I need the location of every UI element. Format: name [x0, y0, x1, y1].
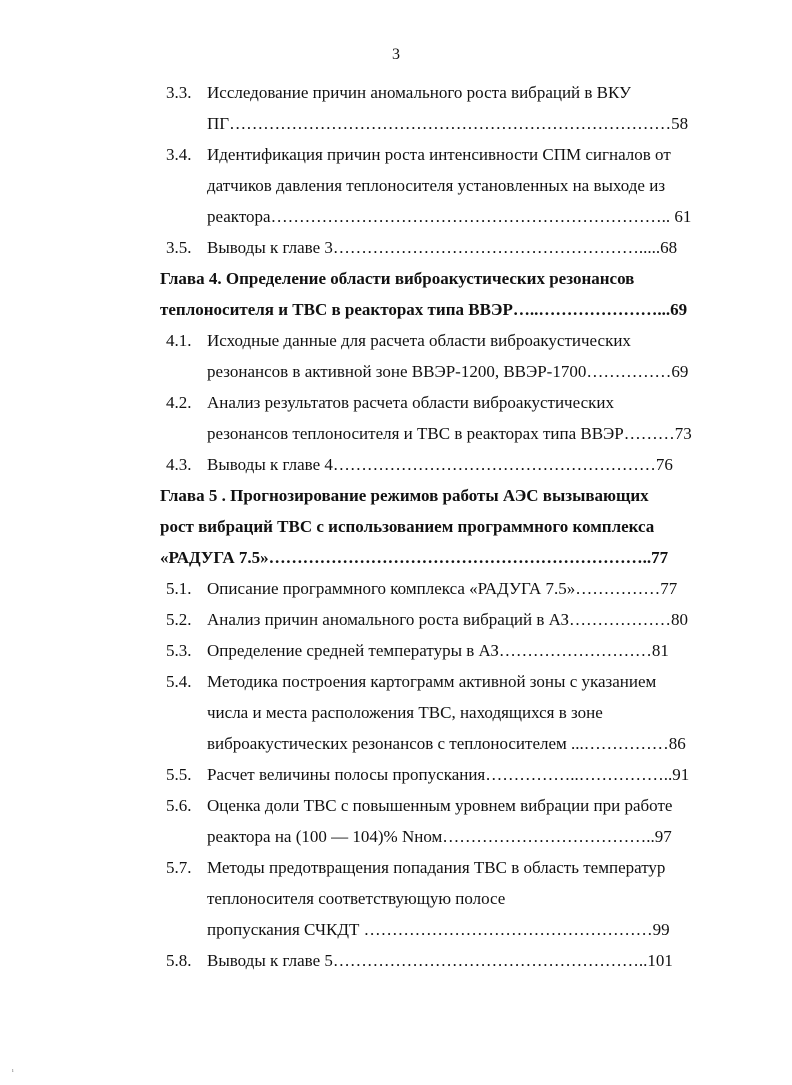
toc-row	[0, 853, 792, 884]
chapter-title: теплоносителя и ТВС в реакторах типа ВВЭР…..…………………...69	[160, 300, 688, 319]
chapter-title: Глава 4. Определение области виброакустических резонансов	[160, 269, 635, 288]
section-number: 4.1.	[166, 331, 192, 350]
toc-text: Методика построения картограмм активной зоны с указанием	[207, 672, 657, 691]
toc-row	[0, 109, 792, 140]
section-number: 3.4.	[166, 145, 192, 164]
toc-row	[0, 171, 792, 202]
toc-row	[0, 605, 792, 636]
toc-text: Анализ результатов расчета области виброакустических	[207, 393, 614, 412]
table-of-contents	[0, 78, 792, 977]
toc-text: Методы предотвращения попадания ТВС в область температур	[207, 858, 666, 877]
toc-text: Выводы к главе 4…………………………………………………76	[207, 455, 673, 474]
page-number: 3	[392, 46, 400, 63]
toc-row	[0, 512, 792, 543]
toc-text: Описание программного комплекса «РАДУГА 7.5»……………77	[207, 579, 678, 598]
section-number: 3.3.	[166, 83, 192, 102]
toc-row	[0, 295, 792, 326]
toc-row	[0, 946, 792, 977]
toc-row	[0, 822, 792, 853]
toc-row	[0, 357, 792, 388]
section-number: 5.4.	[166, 672, 192, 691]
toc-text: виброакустических резонансов с теплоносителем ...……………86	[207, 734, 686, 753]
toc-text: Идентификация причин роста интенсивности СПМ сигналов от	[207, 145, 671, 164]
chapter-title: «РАДУГА 7.5»…………………………………………………………..77	[160, 548, 669, 567]
toc-text: Выводы к главе 3……………………………………………….....68	[207, 238, 678, 257]
toc-text: Расчет величины полосы пропускания……………..……………..91	[207, 765, 690, 784]
scan-mark: ı	[12, 1068, 14, 1074]
toc-text: реактора…………………………………………………………….. 61	[207, 207, 692, 226]
toc-text: Выводы к главе 5………………………………………………..101	[207, 951, 673, 970]
toc-row	[0, 915, 792, 946]
toc-row	[0, 791, 792, 822]
toc-text: резонансов в активной зоне ВВЭР-1200, ВВЭР-1700……………69	[207, 362, 689, 381]
toc-row	[0, 543, 792, 574]
toc-row	[0, 419, 792, 450]
toc-row	[0, 202, 792, 233]
toc-row	[0, 884, 792, 915]
section-number: 5.8.	[166, 951, 192, 970]
toc-text: датчиков давления теплоносителя установленных на выходе из	[207, 176, 666, 195]
toc-text: Исследование причин аномального роста вибраций в ВКУ	[207, 83, 632, 102]
toc-row	[0, 233, 792, 264]
toc-text: ПГ……………………………………………………………………58	[207, 114, 689, 133]
toc-text: пропускания СЧКДТ ……………………………………………99	[207, 920, 670, 939]
chapter-title: рост вибраций ТВС с использованием программного комплекса	[160, 517, 655, 536]
toc-text: Анализ причин аномального роста вибраций в АЗ………………80	[207, 610, 689, 629]
chapter-title: Глава 5 . Прогнозирование режимов работы АЭС вызывающих	[160, 486, 649, 505]
toc-row	[0, 140, 792, 171]
toc-row	[0, 760, 792, 791]
section-number: 5.1.	[166, 579, 192, 598]
toc-text: резонансов теплоносителя и ТВС в реакторах типа ВВЭР………73	[207, 424, 692, 443]
toc-row	[0, 450, 792, 481]
section-number: 4.3.	[166, 455, 192, 474]
toc-row	[0, 636, 792, 667]
section-number: 3.5.	[166, 238, 192, 257]
toc-row	[0, 388, 792, 419]
toc-row	[0, 481, 792, 512]
toc-text: Оценка доли ТВС с повышенным уровнем вибрации при работе	[207, 796, 673, 815]
toc-row	[0, 264, 792, 295]
toc-row	[0, 729, 792, 760]
toc-text: Исходные данные для расчета области виброакустических	[207, 331, 631, 350]
section-number: 5.7.	[166, 858, 192, 877]
section-number: 5.6.	[166, 796, 192, 815]
toc-row	[0, 698, 792, 729]
toc-row	[0, 326, 792, 357]
toc-row	[0, 78, 792, 109]
section-number: 5.2.	[166, 610, 192, 629]
section-number: 4.2.	[166, 393, 192, 412]
toc-text: числа и места расположения ТВС, находящихся в зоне	[207, 703, 603, 722]
toc-row	[0, 574, 792, 605]
section-number: 5.5.	[166, 765, 192, 784]
toc-text: реактора на (100 — 104)% Nном………………………………..97	[207, 827, 672, 846]
toc-text: Определение средней температуры в АЗ………………………81	[207, 641, 669, 660]
toc-text: теплоносителя соответствующую полосе	[207, 889, 506, 908]
toc-row	[0, 667, 792, 698]
section-number: 5.3.	[166, 641, 192, 660]
